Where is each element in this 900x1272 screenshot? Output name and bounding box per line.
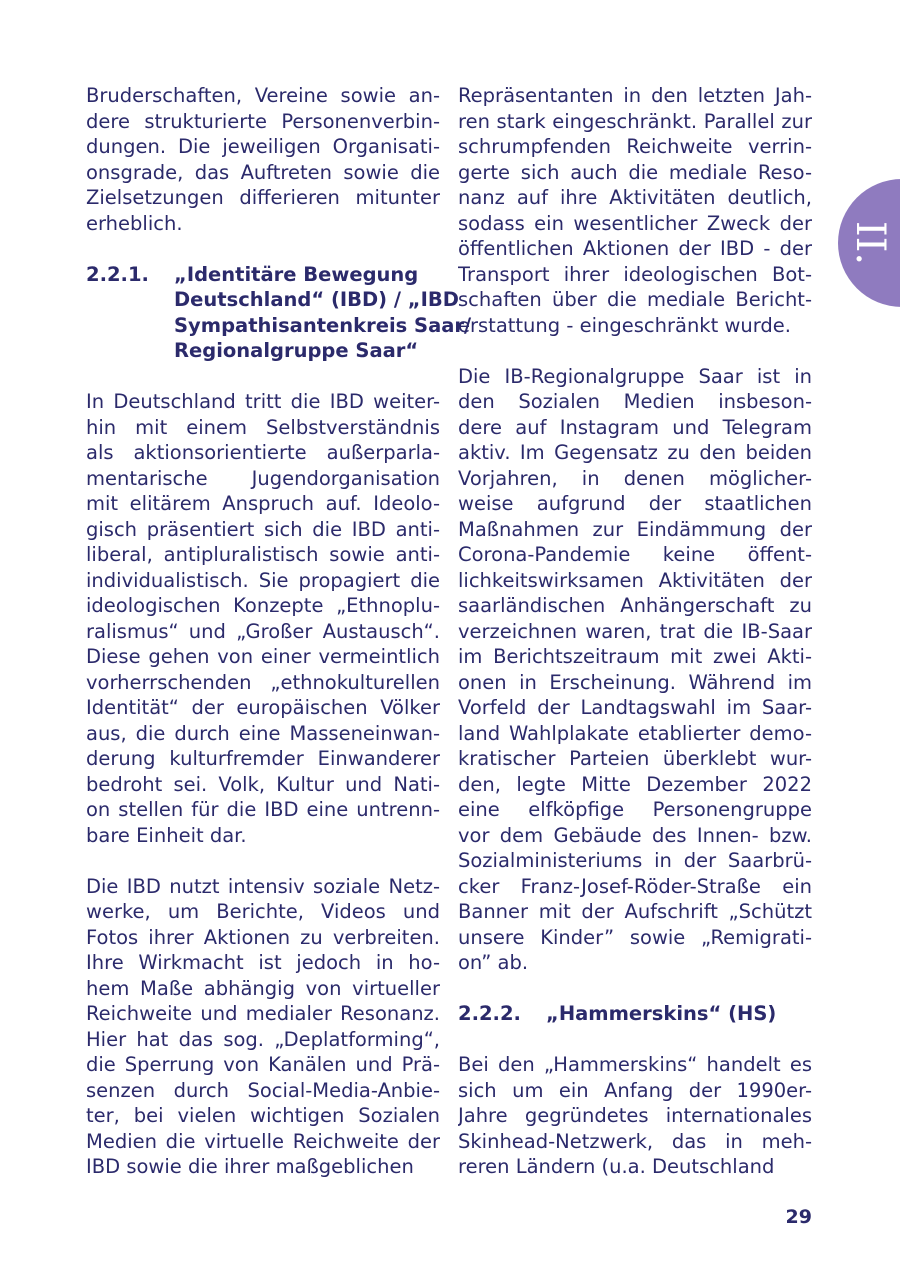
text-line: mentarische Jugendorganisation <box>86 466 440 490</box>
text-line: Bruderschaften, Vereine sowie an- <box>86 84 440 107</box>
text-line: Fotos ihrer Aktionen zu verbreiten. <box>86 925 440 949</box>
text-line: eine elfköpfige Personengruppe <box>458 798 812 821</box>
text-line: schaften über die mediale Bericht- <box>458 288 812 311</box>
text-line: Medien die virtuelle Reichweite der <box>86 1129 440 1153</box>
text-line: Maßnahmen zur Eindämmung der <box>458 517 812 541</box>
text-line: Vorfeld der Landtagswahl im Saar- <box>458 696 812 719</box>
text-line: den Sozialen Medien insbeson- <box>458 390 812 413</box>
text-line: Diese gehen von einer vermeintlich <box>86 645 440 668</box>
text-line: bare Einheit dar. <box>86 823 247 847</box>
text-line: als aktionsorientierte außerparla- <box>86 441 440 464</box>
paragraph <box>86 83 440 236</box>
text-line: ideologischen Konzepte „Ethnoplu- <box>86 594 440 617</box>
paragraph-gap <box>86 364 440 390</box>
text-line: dungen. Die jeweiligen Organisati- <box>86 135 440 158</box>
text-line: land Wahlplakate etablierter demo- <box>458 721 812 745</box>
text-line: on” ab. <box>458 951 529 974</box>
text-line: ter, bei vielen wichtigen Sozialen <box>86 1104 440 1127</box>
section-title-line: Sympathisantenkreis Saar/ <box>174 313 472 337</box>
section-heading-line <box>458 1001 812 1027</box>
section-heading-line <box>86 313 472 339</box>
paragraph-gap <box>86 236 440 262</box>
text-line: IBD sowie die ihrer maßgeblichen <box>86 1155 414 1178</box>
text-line: nanz auf ihre Aktivitäten deutlich, <box>458 186 812 209</box>
text-line: Banner mit der Aufschrift „Schützt <box>458 900 812 923</box>
text-line: kratischer Parteien überklebt wur- <box>458 747 812 770</box>
text-line: sodass ein wesentlicher Zweck der <box>458 211 812 235</box>
paragraph <box>86 874 440 1180</box>
section-heading-line <box>86 262 440 288</box>
text-line: dere auf Instagram und Telegram <box>458 415 812 439</box>
text-line: aktiv. Im Gegensatz zu den beiden <box>458 441 812 464</box>
section-title-line: „Hammerskins“ (HS) <box>546 1002 777 1025</box>
section-title-line: Regionalgruppe Saar“ <box>174 339 419 362</box>
text-line: Vorjahren, in denen möglicher- <box>458 466 812 490</box>
text-line: reren Ländern (u.a. Deutschland <box>458 1155 775 1178</box>
text-line: saarländischen Anhängerschaft zu <box>458 594 812 617</box>
text-line: Zielsetzungen differieren mitunter <box>86 186 440 209</box>
text-line: onsgrade, das Auftreten sowie die <box>86 160 440 184</box>
text-line: liberal, antipluralistisch sowie anti- <box>86 543 440 566</box>
text-line: cker Franz-Josef-Röder-Straße ein <box>458 874 812 898</box>
paragraph-gap <box>458 338 812 364</box>
paragraph <box>458 1052 812 1180</box>
paragraph <box>458 83 812 338</box>
text-line: Corona-Pandemie keine öffent- <box>458 543 812 566</box>
section-heading-line <box>86 338 440 364</box>
paragraph-gap <box>86 848 440 874</box>
text-line: aus, die durch eine Masseneinwan- <box>86 721 440 745</box>
text-line: Reichweite und medialer Resonanz. <box>86 1002 440 1025</box>
text-line: ren stark eingeschränkt. Parallel zur <box>458 109 812 133</box>
text-line: vor dem Gebäude des Innen- bzw. <box>458 823 812 847</box>
chapter-tab-label: II. <box>847 220 893 266</box>
text-line: senzen durch Social-Media-Anbie- <box>86 1078 440 1102</box>
text-line: Bei den „Hammerskins“ handelt es <box>458 1053 812 1076</box>
text-line: mit elitärem Anspruch auf. Ideolo- <box>86 492 440 515</box>
section-number-indent <box>86 313 174 339</box>
text-line: individualistisch. Sie propagiert die <box>86 568 440 592</box>
paragraph-gap <box>458 976 812 1002</box>
text-line: hin mit einem Selbstverständnis <box>86 415 440 439</box>
text-line: lichkeitswirksamen Aktivitäten der <box>458 568 812 592</box>
paragraph <box>458 364 812 976</box>
text-line: derung kulturfremder Einwanderer <box>86 747 440 770</box>
section-number: 2.2.2. <box>458 1002 521 1025</box>
text-line: Die IBD nutzt intensiv soziale Netz- <box>86 874 440 898</box>
right-column <box>458 83 812 1180</box>
page-number: 29 <box>785 1206 812 1228</box>
text-line: Jahre gegründetes internationales <box>458 1104 812 1127</box>
text-line: ralismus“ und „Großer Austausch“. <box>86 619 440 643</box>
text-line: weise aufgrund der staatlichen <box>458 492 812 515</box>
left-column <box>86 83 472 1180</box>
text-line: vorherrschenden „ethnokulturellen <box>86 670 440 694</box>
section-number-indent <box>86 338 174 364</box>
text-line: Sozialministeriums in der Saarbrü- <box>458 849 812 872</box>
section-number-indent <box>86 287 174 313</box>
text-line: den, legte Mitte Dezember 2022 <box>458 772 812 796</box>
text-line: Die IB-Regionalgruppe Saar ist in <box>458 364 812 388</box>
text-line: verzeichnen waren, trat die IB-Saar <box>458 619 812 643</box>
text-line: im Berichtszeitraum mit zwei Akti- <box>458 645 812 668</box>
section-number: 2.2.1. <box>86 262 149 286</box>
text-line: Identität“ der europäischen Völker <box>86 696 440 719</box>
text-line: unsere Kinder” sowie „Remigrati- <box>458 925 812 949</box>
section-title-line: „Identitäre Bewegung <box>174 262 419 286</box>
text-line: Skinhead-Netzwerk, das in meh- <box>458 1129 812 1153</box>
text-line: schrumpfenden Reichweite verrin- <box>458 135 812 158</box>
paragraph-gap <box>458 1027 812 1053</box>
section-title-line: Deutschland“ (IBD) / „IBD <box>174 288 459 311</box>
text-line: bedroht sei. Volk, Kultur und Nati- <box>86 772 440 796</box>
text-line: öffentlichen Aktionen der IBD - der <box>458 237 812 260</box>
text-line: gisch präsentiert sich die IBD anti- <box>86 517 440 541</box>
text-line: Ihre Wirkmacht ist jedoch in ho- <box>86 951 440 974</box>
text-line: gerte sich auch die mediale Reso- <box>458 160 812 184</box>
text-line: erheblich. <box>86 211 183 235</box>
section-heading-line <box>86 287 459 313</box>
text-line: Transport ihrer ideologischen Bot- <box>458 262 812 286</box>
text-line: werke, um Berichte, Videos und <box>86 900 440 923</box>
paragraph <box>86 389 440 848</box>
text-line: on stellen für die IBD eine untrenn- <box>86 798 440 821</box>
text-line: onen in Erscheinung. Während im <box>458 670 812 694</box>
text-line: In Deutschland tritt die IBD weiter- <box>86 390 440 413</box>
text-line: dere strukturierte Personenverbin- <box>86 109 440 133</box>
text-line: erstattung - eingeschränkt wurde. <box>458 313 791 337</box>
text-line: sich um ein Anfang der 1990er- <box>458 1078 812 1102</box>
text-line: Hier hat das sog. „Deplatforming“, <box>86 1027 440 1051</box>
text-line: Repräsentanten in den letzten Jah- <box>458 84 812 107</box>
text-line: hem Maße abhängig von virtueller <box>86 976 440 1000</box>
text-line: die Sperrung von Kanälen und Prä- <box>86 1053 440 1076</box>
